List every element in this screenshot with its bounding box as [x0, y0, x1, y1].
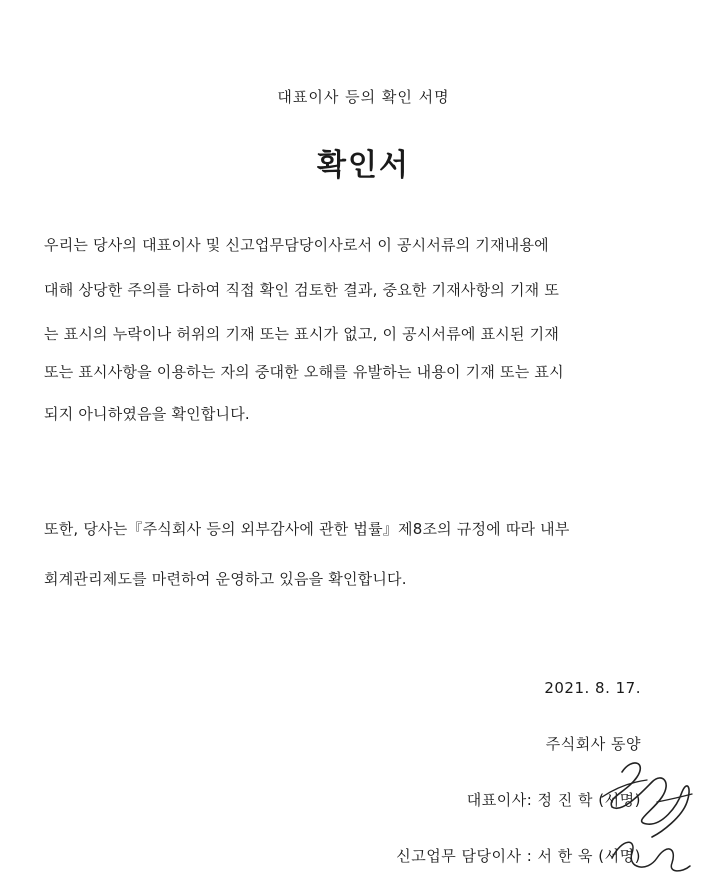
paragraph-line: 또는 표시사항을 이용하는 자의 중대한 오해를 유발하는 내용이 기재 또는 표시	[44, 363, 564, 381]
officer-signature-line: 신고업무 담당이사 : 서 한 욱 (서명)	[396, 847, 641, 865]
document-date: 2021. 8. 17.	[544, 679, 641, 697]
document-title: 확인서	[317, 148, 410, 183]
paragraph-line: 또한, 당사는『주식회사 등의 외부감사에 관한 법률』제8조의 규정에 따라 내부	[44, 520, 570, 538]
document-header: 대표이사 등의 확인 서명	[277, 88, 450, 106]
paragraph-line: 는 표시의 누락이나 허위의 기재 또는 표시가 없고, 이 공시서류에 표시된 기재	[44, 325, 560, 343]
paragraph-line: 우리는 당사의 대표이사 및 신고업무담당이사로서 이 공시서류의 기재내용에	[44, 236, 549, 254]
paragraph-line: 되지 아니하였음을 확인합니다.	[44, 405, 250, 423]
paragraph-line: 대해 상당한 주의를 다하여 직접 확인 검토한 결과, 중요한 기재사항의 기재 또	[44, 281, 560, 299]
ceo-signature-line: 대표이사: 정 진 학 (서명)	[466, 791, 641, 809]
company-name: 주식회사 동양	[545, 735, 641, 753]
paragraph-line: 회계관리제도를 마련하여 운영하고 있음을 확인합니다.	[44, 570, 407, 588]
